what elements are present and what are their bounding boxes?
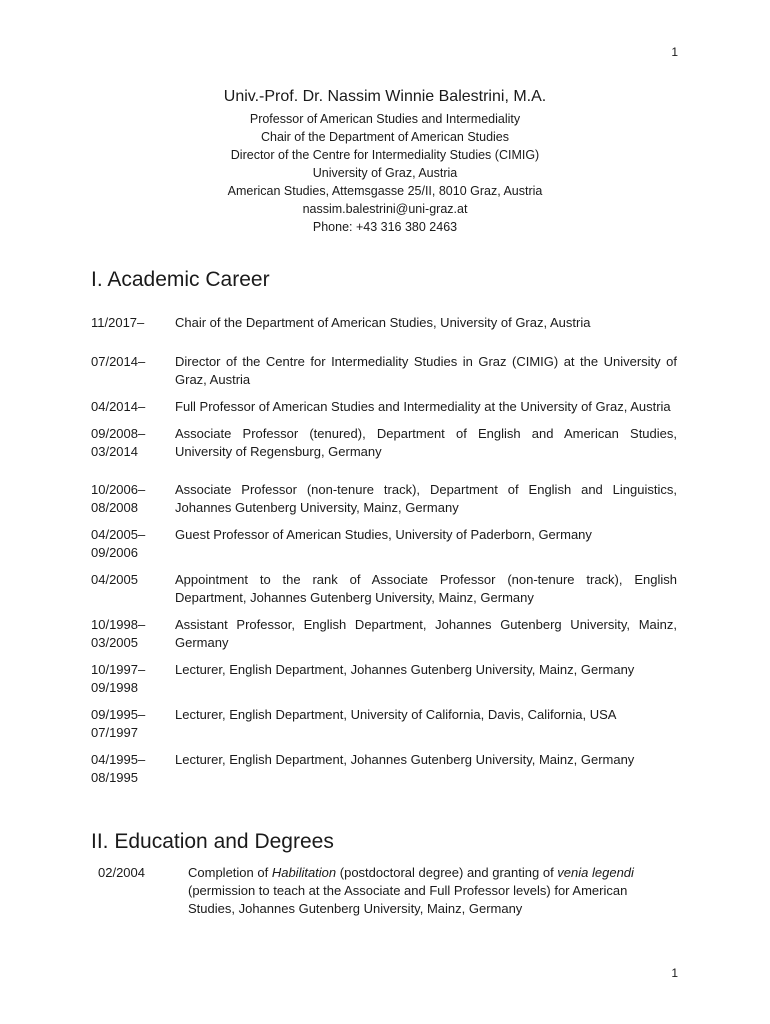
list-item — [91, 751, 677, 787]
list-item — [91, 398, 677, 416]
list-item — [91, 616, 677, 652]
entry-date: 10/2006– 08/2008 — [91, 482, 146, 515]
entry-date: 04/1995– 08/1995 — [91, 752, 146, 785]
cv-header — [0, 88, 770, 236]
header-phone: Phone: +43 316 380 2463 — [312, 220, 458, 234]
entry-description: Assistant Professor, English Department, Johannes Gutenberg University, Mainz, Germany — [175, 617, 677, 650]
header-email[interactable]: nassim.balestrini@uni-graz.at — [302, 202, 468, 216]
entry-description: Lecturer, English Department, Johannes Gutenberg University, Mainz, Germany — [175, 752, 635, 767]
entry-description: Chair of the Department of American Studies, University of Graz, Austria — [175, 315, 591, 330]
entry-date: 11/2017– — [91, 315, 145, 330]
entry-date: 09/1995– 07/1997 — [91, 707, 146, 740]
desc-text: (postdoctoral degree) and granting of — [336, 865, 558, 880]
entry-date: 10/1997– 09/1998 — [91, 662, 146, 695]
entry-date: 02/2004 — [98, 865, 145, 880]
header-university-line: University of Graz, Austria — [312, 166, 458, 180]
entry-date: 04/2005 — [91, 572, 138, 587]
entry-description: Guest Professor of American Studies, University of Paderborn, Germany — [175, 527, 592, 542]
entry-description: Associate Professor (tenured), Department of English and American Studies, University of Regensburg, Germany — [175, 426, 677, 459]
entry-description: Lecturer, English Department, Johannes Gutenberg University, Mainz, Germany — [175, 662, 635, 677]
term-venia-legendi: venia legendi — [557, 865, 634, 880]
desc-text: Completion of — [188, 865, 272, 880]
term-habilitation: Habilitation — [271, 865, 337, 880]
list-item — [91, 481, 677, 517]
entry-description: Lecturer, English Department, University of California, Davis, California, USA — [175, 707, 617, 722]
entry-description: Full Professor of American Studies and Intermediality at the University of Graz, Austria — [175, 399, 671, 414]
education-list — [98, 864, 658, 918]
entry-date: 04/2014– — [91, 399, 146, 414]
entry-date: 04/2005– 09/2006 — [91, 527, 146, 560]
entry-date: 10/1998– 03/2005 — [91, 617, 146, 650]
section-title-academic-career: I. Academic Career — [91, 268, 270, 291]
header-address-line: American Studies, Attemsgasse 25/II, 8010 Graz, Austria — [227, 184, 543, 198]
list-item — [98, 864, 658, 918]
page-number-top: 1 — [671, 45, 678, 59]
list-item — [91, 571, 677, 607]
list-item — [91, 661, 677, 697]
list-item — [91, 314, 677, 332]
entry-date: 09/2008– 03/2014 — [91, 426, 146, 459]
entry-description: Associate Professor (non-tenure track), Department of English and Linguistics, Johannes Gutenberg University, Mainz, Germany — [175, 482, 677, 515]
header-chair-line: Chair of the Department of American Studies — [260, 130, 510, 144]
entry-description: Appointment to the rank of Associate Professor (non-tenure track), English Department, Johannes Gutenberg University, Mainz, Germany — [175, 572, 677, 605]
author-name: Univ.-Prof. Dr. Nassim Winnie Balestrini, M.A. — [223, 88, 547, 105]
entry-description — [188, 864, 658, 918]
desc-text: (permission to teach at the Associate and Full Professor levels) for American Studies, Johannes Gutenberg University, Mainz, Germany — [188, 883, 628, 916]
section-title-education: II. Education and Degrees — [91, 830, 334, 853]
entry-description: Director of the Centre for Intermediality Studies in Graz (CIMIG) at the University of Graz, Austria — [175, 354, 677, 387]
list-item — [91, 526, 677, 562]
page-number-bottom: 1 — [671, 966, 678, 980]
header-title-line: Professor of American Studies and Intermediality — [249, 112, 521, 126]
list-item — [91, 425, 677, 461]
list-item — [91, 353, 677, 389]
header-director-line: Director of the Centre for Intermediality Studies (CIMIG) — [230, 148, 540, 162]
entry-date: 07/2014– — [91, 354, 146, 369]
academic-career-list — [91, 314, 677, 787]
list-item — [91, 706, 677, 742]
